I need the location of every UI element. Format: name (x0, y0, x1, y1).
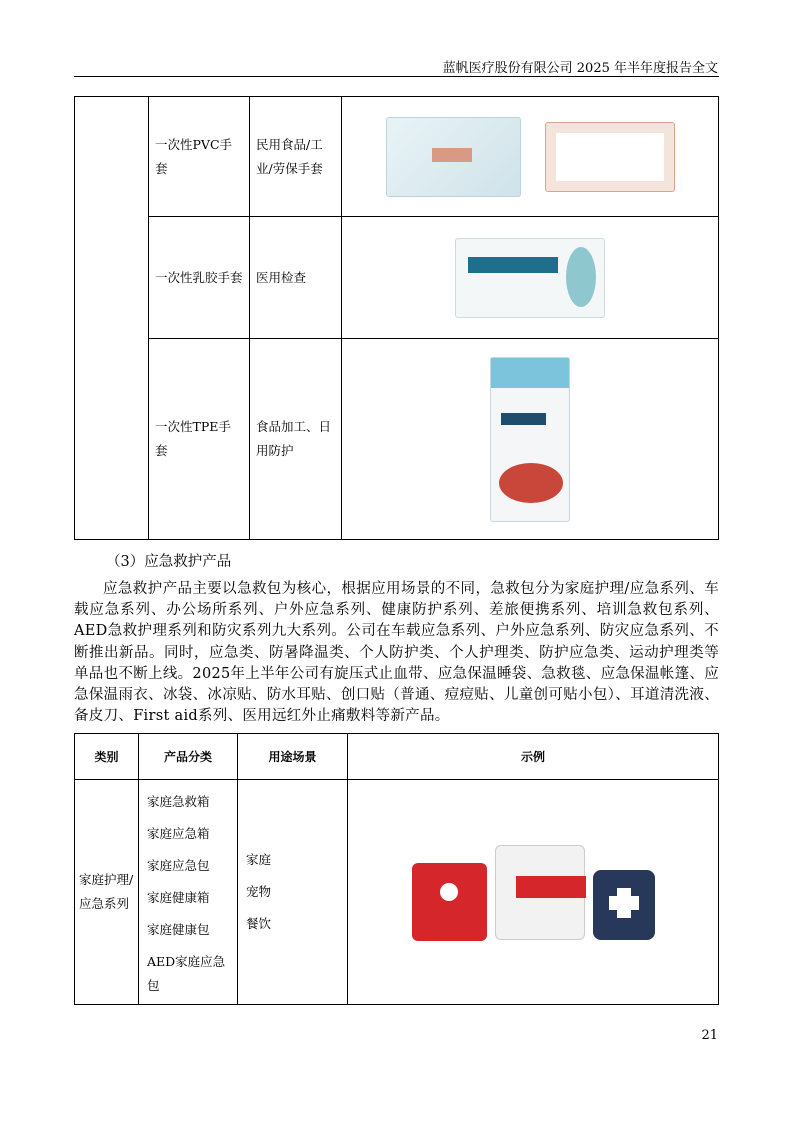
usage-cell: 食品加工、日用防护 (250, 339, 342, 540)
white-first-aid-box-image (495, 845, 585, 940)
scene-item: 餐饮 (246, 916, 272, 931)
navy-first-aid-bag-image (593, 870, 655, 940)
section-paragraph: 应急救护产品主要以急救包为核心，根据应用场景的不同，急救包分为家庭护理/应急系列、车载应急系列、办公场所系列、户外应急系列、健康防护系列、差旅便携系列、培训急救包系列、AED急救护理系列和防灾系列九大系列。公司在车载应急系列、户外应急系列、防灾应急系列、不断推出新品。同时，应急类、防暑降温类、个人防护类、个人护理类、防护应急类、运动护理类等单品也不断上线。2025年上半年公司有旋压式止血带、应急保温睡袋、急救毯、应急保温帐篷、应急保温雨衣、冰袋、冰凉贴、防水耳贴、创口贴（普通、痘痘贴、儿童创可贴小包）、耳道清洗液、备皮刀、First aid系列、医用远红外止痛敷料等新产品。 (74, 581, 719, 725)
example-image-cell (348, 780, 719, 1005)
header-scene: 用途场景 (238, 734, 348, 780)
table-row (75, 780, 719, 1005)
table-row (75, 217, 719, 339)
header-example: 示例 (348, 734, 719, 780)
product-item: 家庭健康箱 (147, 890, 210, 905)
section-heading: （3）应急救护产品 (106, 554, 232, 570)
table-header-row (75, 734, 719, 780)
scene-item: 家庭 (246, 852, 272, 867)
pvc-glove-box-image (386, 117, 521, 197)
red-first-aid-box-image (412, 863, 487, 941)
product-cell: 一次性TPE手套 (149, 339, 250, 540)
example-image-cell (342, 217, 719, 339)
usage-cell: 民用食品/工业/劳保手套 (250, 97, 342, 217)
glove-products-table (74, 96, 719, 540)
product-item: 家庭应急包 (147, 858, 210, 873)
page-number: 21 (701, 1028, 718, 1043)
product-item: AED家庭应急包 (147, 954, 226, 993)
page-header: 蓝帆医疗股份有限公司 2025 年半年度报告全文 (442, 61, 718, 76)
header-category: 类别 (75, 734, 139, 780)
header-divider (74, 76, 719, 77)
example-image-cell (342, 97, 719, 217)
table-row (75, 97, 719, 217)
product-cell: 一次性PVC手套 (149, 97, 250, 217)
pvc-glove-pack-image (545, 122, 675, 192)
product-item: 家庭急救箱 (147, 794, 210, 809)
product-item: 家庭健康包 (147, 922, 210, 937)
example-image-cell (342, 339, 719, 540)
product-list-cell (139, 780, 238, 1005)
product-item: 家庭应急箱 (147, 826, 210, 841)
scene-list-cell (238, 780, 348, 1005)
latex-glove-box-image (455, 238, 605, 318)
usage-cell: 医用检查 (250, 217, 342, 339)
table-row (75, 339, 719, 540)
category-cell: 家庭护理/应急系列 (75, 780, 139, 1005)
scene-item: 宠物 (246, 884, 272, 899)
emergency-products-table (74, 733, 719, 1005)
header-product: 产品分类 (139, 734, 238, 780)
tpe-glove-box-image (490, 357, 570, 522)
product-cell: 一次性乳胶手套 (149, 217, 250, 339)
category-cell (75, 97, 149, 540)
